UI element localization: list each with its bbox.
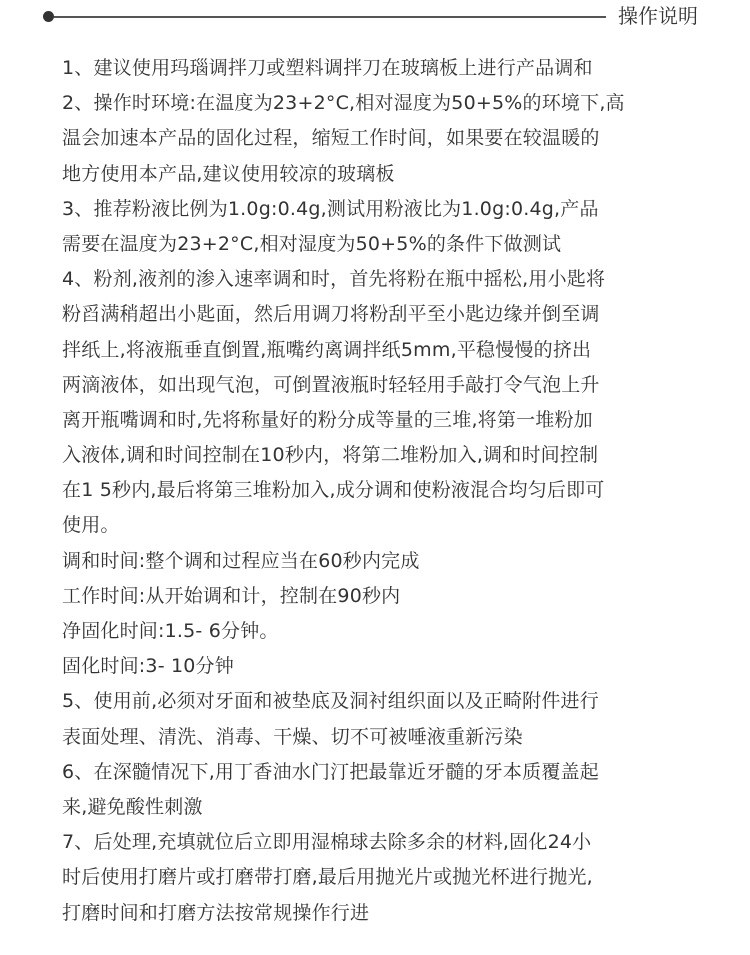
text-line: 两滴液体，如出现气泡，可倒置液瓶时轻轻用手敲打令气泡上升	[62, 373, 600, 396]
text-line: 7、后处理,充填就位后立即用湿棉球去除多余的材料,固化24小	[62, 831, 592, 854]
text-line: 拌纸上,将液瓶垂直倒置,瓶嘴约离调拌纸5mm,平稳慢慢的挤出	[62, 338, 592, 361]
text-line: 温会加速本产品的固化过程，缩短工作时间，如果要在较温暖的	[62, 127, 600, 150]
instructions-body	[62, 51, 712, 931]
bullet-dot-icon	[43, 11, 54, 22]
text-line: 净固化时间:1.5- 6分钟。	[62, 620, 279, 642]
text-line: 粉舀满稍超出小匙面，然后用调刀将粉刮平至小匙边缘并倒至调	[62, 303, 600, 326]
header-divider	[54, 16, 606, 18]
text-line: 4、粉剂,液剂的渗入速率调和时，首先将粉在瓶中摇松,用小匙将	[62, 268, 606, 291]
text-line: 表面处理、清洗、消毒、干燥、切不可被唾液重新污染	[62, 725, 523, 748]
text-line: 需要在温度为23+2°C,相对湿度为50+5%的条件下做测试	[62, 232, 562, 255]
text-line: 地方使用本产品,建议使用较凉的玻璃板	[62, 162, 395, 185]
text-line: 工作时间:从开始调和计，控制在90秒内	[62, 584, 401, 607]
text-line: 固化时间:3- 10分钟	[62, 655, 234, 678]
text-line: 3、推荐粉液比例为1.0g:0.4g,测试用粉液比为1.0g:0.4g,产品	[62, 197, 599, 220]
text-line: 2、操作时环境:在温度为23+2°C,相对湿度为50+5%的环境下,高	[62, 92, 625, 115]
text-line: 使用。	[62, 514, 120, 537]
section-header	[0, 0, 750, 34]
text-line: 打磨时间和打磨方法按常规操作行进	[62, 901, 370, 924]
text-line: 离开瓶嘴调和时,先将称量好的粉分成等量的三堆,将第一堆粉加	[62, 408, 593, 431]
text-line: 来,避免酸性刺激	[62, 795, 203, 818]
text-line: 调和时间:整个调和过程应当在60秒内完成	[62, 549, 420, 572]
text-line: 5、使用前,必须对牙面和被垫底及洞衬组织面以及正畸附件进行	[62, 690, 599, 713]
text-line: 6、在深髓情况下,用丁香油水门汀把最靠近牙髓的牙本质覆盖起	[62, 760, 599, 783]
text-line: 入液体,调和时间控制在10秒内，将第二堆粉加入,调和时间控制	[62, 444, 599, 467]
text-line: 1、建议使用玛瑙调拌刀或塑料调拌刀在玻璃板上进行产品调和	[62, 57, 593, 79]
text-line: 时后使用打磨片或打磨带打磨,最后用抛光片或抛光杯进行抛光,	[62, 866, 593, 889]
section-title: 操作说明	[618, 4, 698, 28]
text-line: 在1 5秒内,最后将第三堆粉加入,成分调和使粉液混合均匀后即可	[62, 479, 605, 502]
